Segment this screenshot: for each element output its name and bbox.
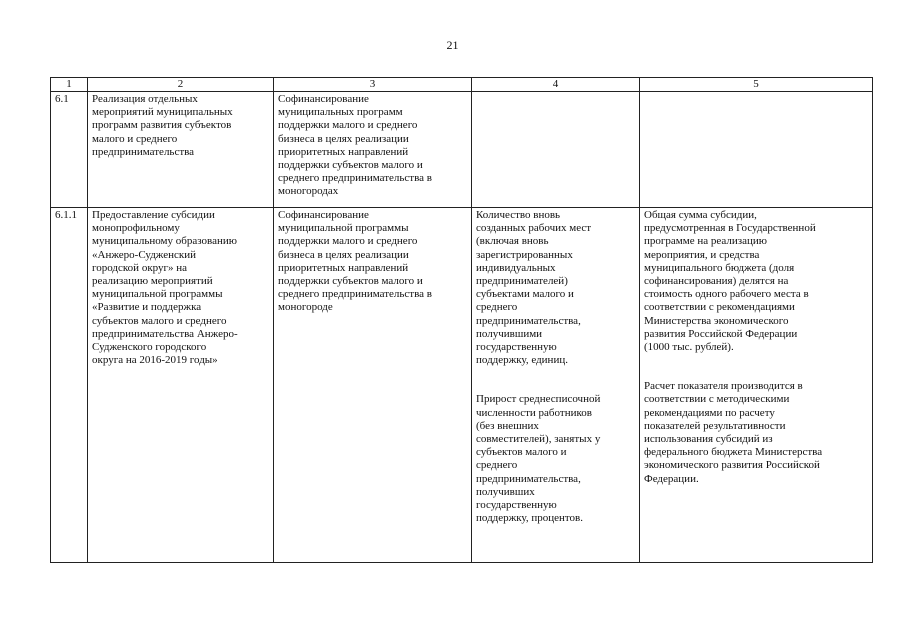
indicator-employment-growth: Прирост среднесписочной численности работников (без внешних совместителей), занятых у субъектов малого и среднего предпринимательства, получивших государственную поддержку, процентов. — [476, 393, 601, 525]
spacer — [644, 354, 868, 380]
spacer — [476, 367, 635, 393]
header-col-5: 5 — [640, 78, 873, 92]
header-col-3: 3 — [274, 78, 472, 92]
row-number: 6.1 — [51, 92, 88, 208]
indicator-name — [472, 92, 640, 208]
measure-name: Реализация отдельных мероприятий муниципальных программ развития субъектов малого и среднего предпринимательства — [88, 92, 274, 208]
indicators-table — [50, 77, 873, 563]
header-col-4: 4 — [472, 78, 640, 92]
indicator-method — [640, 208, 873, 563]
measure-name: Предоставление субсидии монопрофильному муниципальному образованию «Анжеро-Судженский городской округ» на реализацию мероприятий муниципальной программы «Развитие и поддержка субъектов малого и среднего предпринимательства Анжеро- Судженского городского округа на 2016-2019 годы» — [88, 208, 274, 563]
header-col-1: 1 — [51, 78, 88, 92]
table-row — [51, 92, 873, 208]
table-header-row — [51, 78, 873, 92]
row-number: 6.1.1 — [51, 208, 88, 563]
measure-goal: Софинансирование муниципальной программы поддержки малого и среднего бизнеса в целях реализации приоритетных направлений поддержки субъектов малого и среднего предпринимательства в моногороде — [274, 208, 472, 563]
indicator-name — [472, 208, 640, 563]
page-number: 21 — [446, 38, 459, 52]
method-employment-growth: Расчет показателя производится в соответствии с методическими рекомендациями по расчету показателей результативности использования субсидий из федерального бюджета Министерства экономического развития Российской Федерации. — [644, 380, 823, 485]
measure-goal: Софинансирование муниципальных программ поддержки малого и среднего бизнеса в целях реализации приоритетных направлений поддержки субъектов малого и среднего предпринимательства в моногородах — [274, 92, 472, 208]
table-row — [51, 208, 873, 563]
header-col-2: 2 — [88, 78, 274, 92]
indicator-jobs-created: Количество вновь созданных рабочих мест (включая вновь зарегистрированных индивидуальных предпринимателей) субъектами малого и среднего предпринимательства, получившими государственную поддержку, единиц. — [476, 209, 592, 367]
method-jobs-created: Общая сумма субсидии, предусмотренная в Государственной программе на реализацию мероприятия, и средства муниципального бюджета (доля софинансирования) делятся на стоимость одного рабочего места в соответствии с рекомендациями Министерства экономического развития Российской Федерации (1000 тыс. рублей). — [644, 209, 816, 354]
indicator-method — [640, 92, 873, 208]
